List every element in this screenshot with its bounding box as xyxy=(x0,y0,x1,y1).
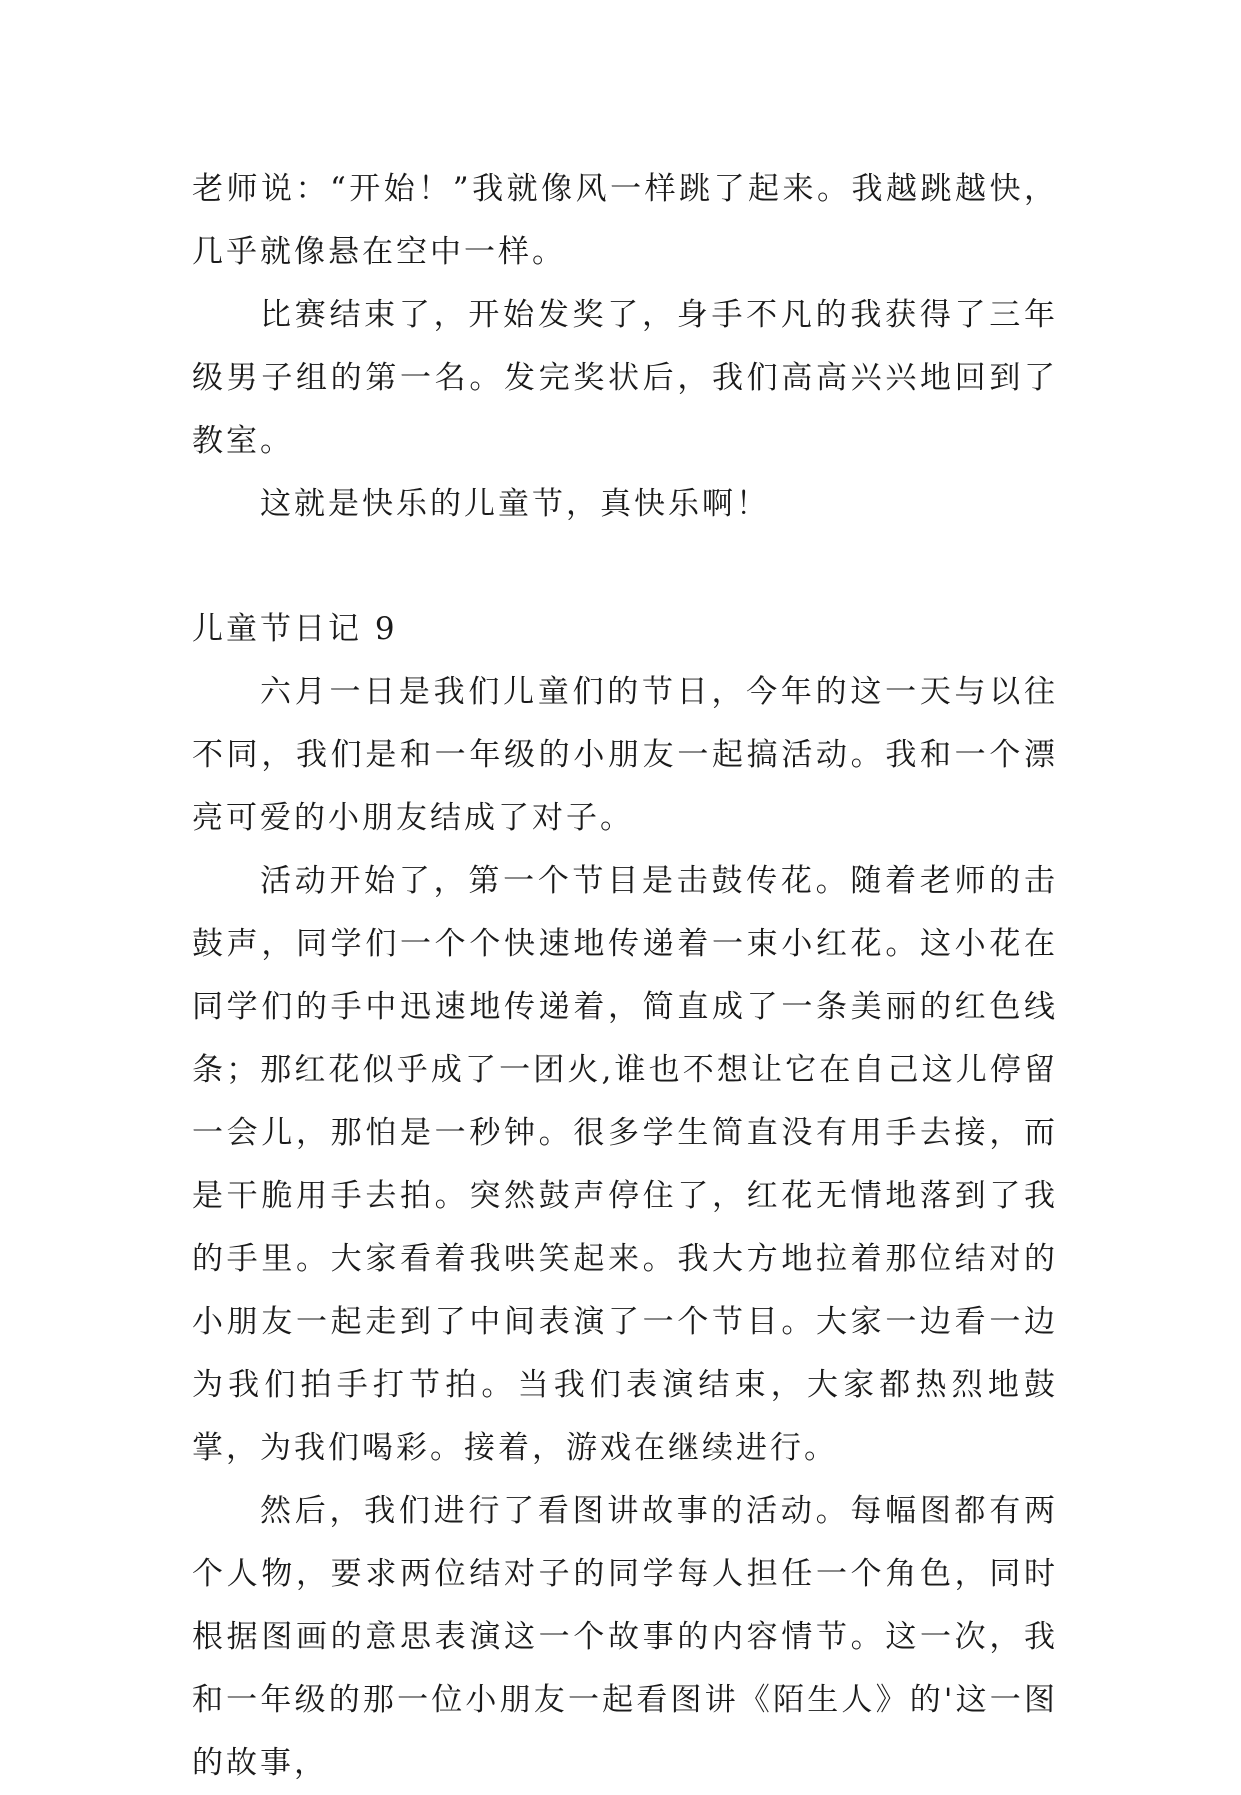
section-title: 儿童节日记 9 xyxy=(192,611,398,647)
paragraph: 老师说：“开始！”我就像风一样跳了起来。我越跳越快，几乎就像悬在空中一样。 xyxy=(192,171,1058,270)
paragraph: 六月一日是我们儿童们的节日，今年的这一天与以往不同，我们是和一年级的小朋友一起搞活动。我和一个漂亮可爱的小朋友结成了对子。 xyxy=(192,674,1058,836)
paragraph: 然后，我们进行了看图讲故事的活动。每幅图都有两个人物，要求两位结对子的同学每人担任一个角色，同时根据图画的意思表演这一个故事的内容情节。这一次，我和一年级的那一位小朋友一起看图讲《陌生人》的'这一图的故事， xyxy=(192,1493,1058,1781)
paragraph: 这就是快乐的儿童节，真快乐啊！ xyxy=(260,486,770,522)
paragraph: 比赛结束了，开始发奖了，身手不凡的我获得了三年级男子组的第一名。发完奖状后，我们高高兴兴地回到了教室。 xyxy=(192,297,1058,459)
document-body xyxy=(192,158,1058,1795)
section-spacer xyxy=(192,536,1058,598)
paragraph: 活动开始了，第一个节目是击鼓传花。随着老师的击鼓声，同学们一个个快速地传递着一束小红花。这小花在同学们的手中迅速地传递着，简直成了一条美丽的红色线条；那红花似乎成了一团火,谁也不想让它在自己这儿停留一会儿，那怕是一秒钟。很多学生简直没有用手去接，而是干脆用手去拍。突然鼓声停住了，红花无情地落到了我的手里。大家看着我哄笑起来。我大方地拉着那位结对的小朋友一起走到了中间表演了一个节目。大家一边看一边为我们拍手打节拍。当我们表演结束，大家都热烈地鼓掌，为我们喝彩。接着，游戏在继续进行。 xyxy=(192,863,1058,1466)
